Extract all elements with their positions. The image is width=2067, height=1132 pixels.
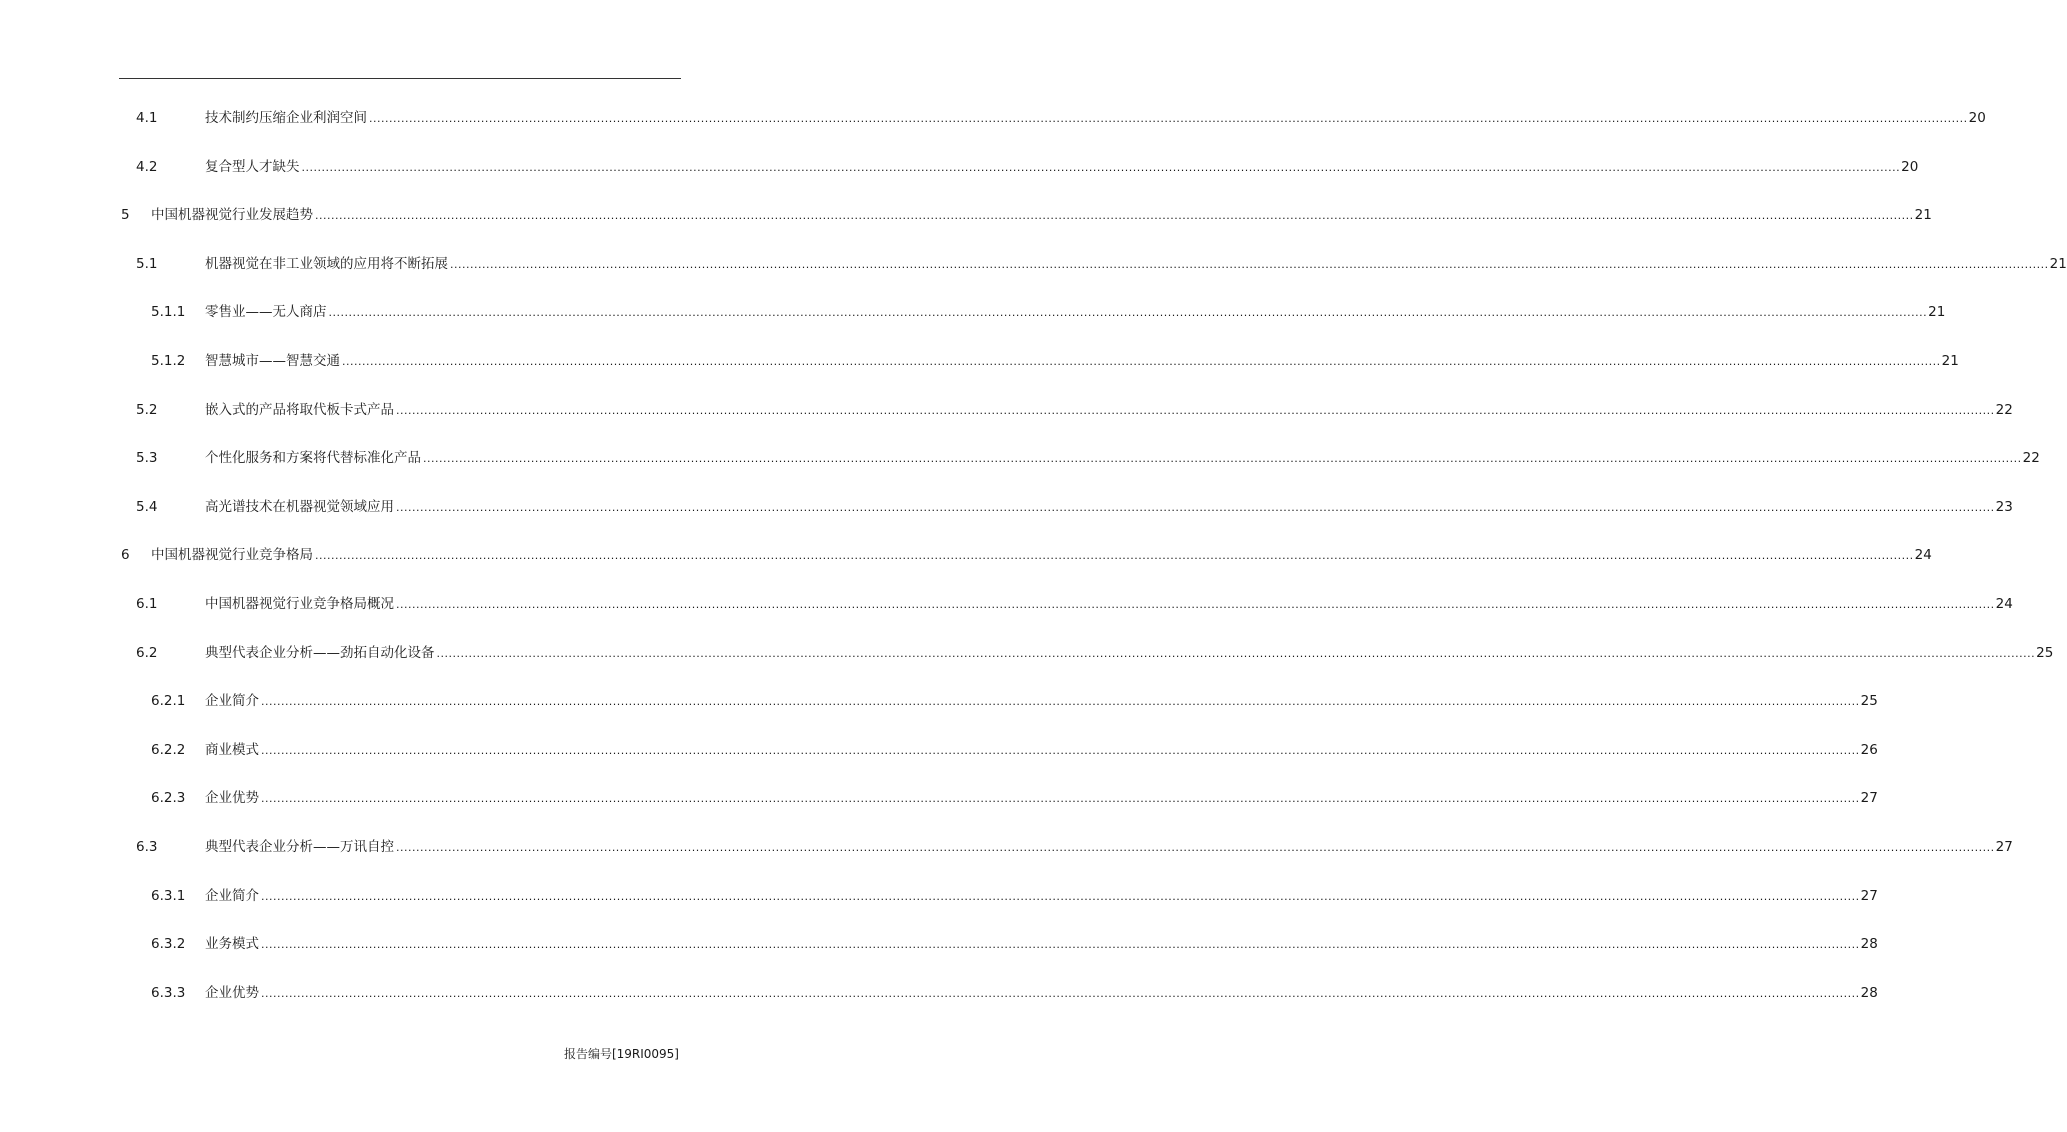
toc-dot-leader: ................................................................................................................................................................................................................................................................................................................................................................................................................ bbox=[450, 257, 2049, 271]
toc-entry-page: 21 bbox=[2049, 255, 2067, 272]
toc-entry-page: 27 bbox=[1860, 887, 1878, 904]
toc-entry-title: 商业模式 bbox=[205, 741, 259, 758]
toc-entry-page: 23 bbox=[1995, 498, 2013, 515]
toc-entry-title: 中国机器视觉行业竞争格局概况 bbox=[205, 596, 394, 612]
toc-entry-number: 6.3 bbox=[136, 839, 158, 855]
toc-entry[interactable] bbox=[0, 643, 2054, 663]
toc-entry-line bbox=[205, 497, 2013, 518]
toc-entry[interactable] bbox=[0, 788, 1878, 808]
toc-entry-page: 24 bbox=[1914, 547, 1932, 564]
toc-dot-leader: ................................................................................................................................................................................................................................................................................................................................................................................................................ bbox=[261, 986, 1860, 1000]
toc-entry-page: 20 bbox=[1968, 110, 1986, 126]
toc-entry-line bbox=[205, 691, 1878, 712]
toc-entry[interactable] bbox=[0, 302, 1946, 322]
toc-dot-leader: ................................................................................................................................................................................................................................................................................................................................................................................................................ bbox=[396, 598, 1995, 611]
toc-dot-leader: ................................................................................................................................................................................................................................................................................................................................................................................................................ bbox=[261, 792, 1860, 806]
toc-dot-leader: ................................................................................................................................................................................................................................................................................................................................................................................................................ bbox=[315, 209, 1914, 223]
toc-entry-line bbox=[205, 254, 2067, 275]
toc-entry[interactable] bbox=[0, 254, 2067, 274]
toc-entry-title: 嵌入式的产品将取代板卡式产品 bbox=[205, 401, 394, 418]
toc-dot-leader: ................................................................................................................................................................................................................................................................................................................................................................................................................ bbox=[396, 500, 1995, 514]
toc-entry-page: 28 bbox=[1860, 936, 1878, 953]
toc-dot-leader: ................................................................................................................................................................................................................................................................................................................................................................................................................ bbox=[369, 112, 1968, 125]
toc-entry[interactable] bbox=[0, 448, 2040, 468]
toc-entry-page: 25 bbox=[1860, 693, 1878, 710]
toc-entry[interactable] bbox=[0, 886, 1878, 906]
toc-dot-leader: ................................................................................................................................................................................................................................................................................................................................................................................................................ bbox=[315, 549, 1914, 563]
toc-dot-leader: ................................................................................................................................................................................................................................................................................................................................................................................................................ bbox=[436, 646, 2036, 660]
toc-entry-page: 27 bbox=[1860, 790, 1878, 807]
toc-entry[interactable] bbox=[0, 497, 2013, 517]
toc-entry-line bbox=[205, 351, 1959, 372]
toc-entry[interactable] bbox=[0, 594, 2013, 614]
toc-entry-number: 4.1 bbox=[136, 110, 158, 126]
toc-entry-number: 5.4 bbox=[136, 498, 158, 515]
toc-entry-number: 5.3 bbox=[136, 450, 158, 467]
toc-dot-leader: ................................................................................................................................................................................................................................................................................................................................................................................................................ bbox=[261, 743, 1860, 757]
toc-entry-number: 5.1.2 bbox=[151, 353, 186, 369]
toc-dot-leader: ................................................................................................................................................................................................................................................................................................................................................................................................................ bbox=[261, 938, 1860, 952]
toc-entry[interactable] bbox=[0, 545, 1932, 565]
toc-entry-line bbox=[205, 108, 1986, 129]
toc-entry-title: 企业优势 bbox=[205, 790, 259, 807]
toc-entry-line bbox=[205, 788, 1878, 809]
toc-dot-leader: ................................................................................................................................................................................................................................................................................................................................................................................................................ bbox=[261, 889, 1860, 903]
toc-entry-page: 21 bbox=[1914, 207, 1932, 224]
toc-entry[interactable] bbox=[0, 157, 1919, 177]
toc-entry-line bbox=[151, 205, 1932, 226]
toc-entry-title: 企业简介 bbox=[205, 693, 259, 710]
toc-entry-page: 28 bbox=[1860, 984, 1878, 1001]
toc-entry-page: 26 bbox=[1860, 741, 1878, 758]
toc-entry[interactable] bbox=[0, 400, 2013, 420]
toc-entry[interactable] bbox=[0, 983, 1878, 1003]
toc-entry-title: 业务模式 bbox=[205, 936, 259, 953]
toc-entry-title: 企业简介 bbox=[205, 887, 259, 904]
toc-entry-number: 6.3.1 bbox=[151, 887, 186, 904]
toc-entry-number: 4.2 bbox=[136, 158, 158, 175]
toc-entry-number: 6.3.2 bbox=[151, 936, 186, 953]
toc-entry-page: 22 bbox=[2022, 450, 2040, 467]
toc-entry-title: 企业优势 bbox=[205, 984, 259, 1001]
toc-dot-leader: ................................................................................................................................................................................................................................................................................................................................................................................................................ bbox=[301, 160, 1901, 174]
toc-entry-line bbox=[205, 400, 2013, 421]
toc-entry-page: 20 bbox=[1901, 158, 1919, 175]
toc-entry-title: 智慧城市——智慧交通 bbox=[205, 353, 340, 369]
toc-entry-line bbox=[205, 983, 1878, 1004]
toc-entry-title: 典型代表企业分析——劲拓自动化设备 bbox=[205, 644, 435, 661]
toc-entry-line bbox=[205, 837, 2013, 858]
toc-entry-number: 6.2 bbox=[136, 644, 158, 661]
toc-entry-title: 中国机器视觉行业发展趋势 bbox=[151, 207, 313, 224]
toc-entry-number: 5.1 bbox=[136, 255, 158, 272]
toc-entry-line bbox=[205, 594, 2013, 615]
toc-entry-title: 复合型人才缺失 bbox=[205, 158, 300, 175]
toc-entry-number: 6.2.2 bbox=[151, 741, 186, 758]
toc-entry-page: 25 bbox=[2036, 644, 2054, 661]
toc-dot-leader: ................................................................................................................................................................................................................................................................................................................................................................................................................ bbox=[342, 355, 1941, 368]
toc-entry[interactable] bbox=[0, 205, 1932, 225]
toc-entry-title: 中国机器视觉行业竞争格局 bbox=[151, 547, 313, 564]
toc-entry-number: 6 bbox=[121, 547, 130, 564]
toc-entry-page: 21 bbox=[1941, 353, 1959, 369]
toc-entry[interactable] bbox=[0, 351, 1959, 371]
toc-entry-number: 5.2 bbox=[136, 401, 158, 418]
toc-entry-title: 高光谱技术在机器视觉领域应用 bbox=[205, 498, 394, 515]
toc-entry[interactable] bbox=[0, 691, 1878, 711]
toc-entry-number: 5 bbox=[121, 207, 130, 224]
toc-entry[interactable] bbox=[0, 740, 1878, 760]
toc-entry-title: 典型代表企业分析——万讯自控 bbox=[205, 839, 394, 855]
toc-entry-line bbox=[205, 934, 1878, 955]
toc-dot-leader: ................................................................................................................................................................................................................................................................................................................................................................................................................ bbox=[261, 695, 1860, 709]
toc-dot-leader: ................................................................................................................................................................................................................................................................................................................................................................................................................ bbox=[328, 306, 1928, 320]
toc-entry[interactable] bbox=[0, 837, 2013, 857]
toc-dot-leader: ................................................................................................................................................................................................................................................................................................................................................................................................................ bbox=[423, 452, 2022, 466]
toc-entry-title: 技术制约压缩企业利润空间 bbox=[205, 110, 367, 126]
toc-entry-number: 6.2.3 bbox=[151, 790, 186, 807]
toc-entry-line bbox=[151, 545, 1932, 566]
toc-entry-page: 22 bbox=[1995, 401, 2013, 418]
toc-entry-title: 零售业——无人商店 bbox=[205, 304, 327, 321]
toc-entry-line bbox=[205, 448, 2040, 469]
toc-entry-line bbox=[205, 740, 1878, 761]
toc-entry-number: 6.1 bbox=[136, 596, 158, 612]
header-rule bbox=[119, 78, 681, 79]
toc-entry-line bbox=[205, 643, 2054, 664]
toc-entry-page: 21 bbox=[1928, 304, 1946, 321]
toc-entry-line bbox=[205, 886, 1878, 907]
toc-entry-page: 24 bbox=[1995, 596, 2013, 612]
toc-dot-leader: ................................................................................................................................................................................................................................................................................................................................................................................................................ bbox=[396, 403, 1995, 417]
toc-entry-number: 6.3.3 bbox=[151, 984, 186, 1001]
toc-dot-leader: ................................................................................................................................................................................................................................................................................................................................................................................................................ bbox=[396, 841, 1995, 854]
toc-entry-line bbox=[205, 302, 1946, 323]
toc-entry-title: 机器视觉在非工业领域的应用将不断拓展 bbox=[205, 255, 448, 272]
toc-entry[interactable] bbox=[0, 934, 1878, 954]
toc-entry-page: 27 bbox=[1995, 839, 2013, 855]
toc-entry[interactable] bbox=[0, 108, 1986, 128]
toc-entry-number: 5.1.1 bbox=[151, 304, 186, 321]
toc-entry-line bbox=[205, 157, 1919, 178]
toc-entry-number: 6.2.1 bbox=[151, 693, 186, 710]
toc-entry-title: 个性化服务和方案将代替标准化产品 bbox=[205, 450, 421, 467]
report-code: 报告编号[19RI0095] bbox=[563, 1047, 679, 1061]
